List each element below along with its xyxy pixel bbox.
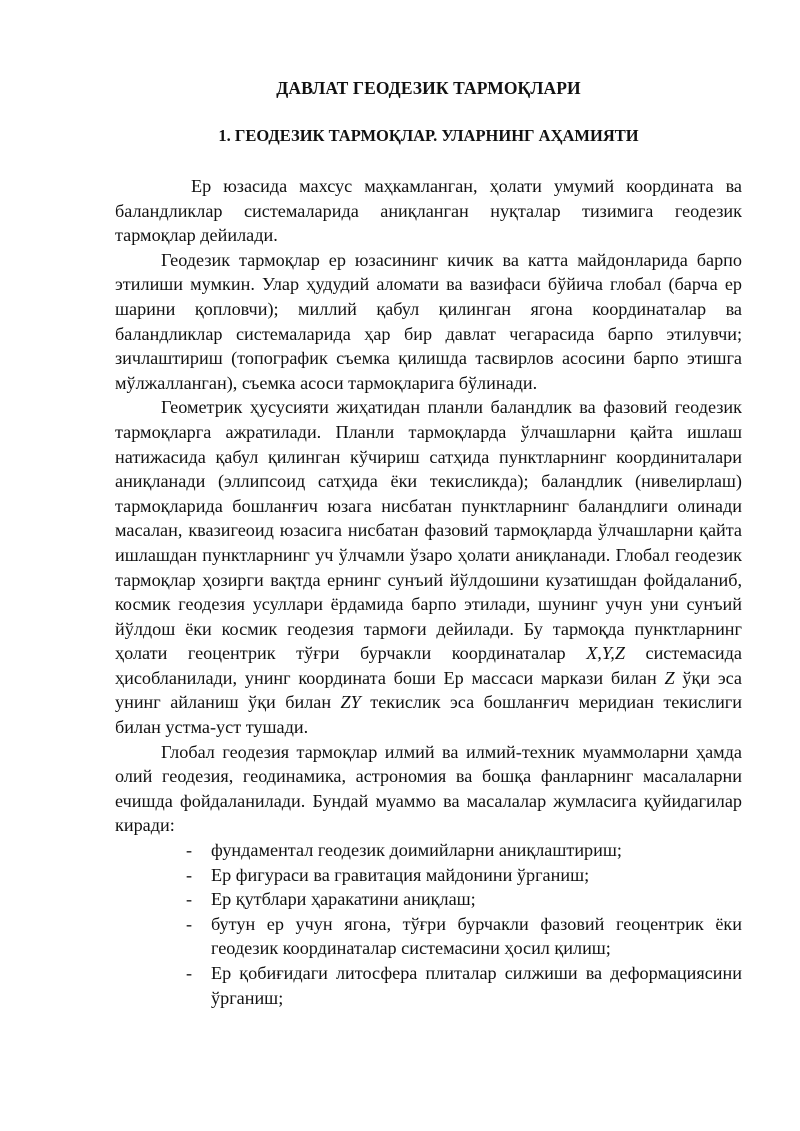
formula-zy: ZY	[340, 692, 361, 713]
paragraph-geometric-properties	[115, 395, 742, 739]
list-item-text: бутун ер учун ягона, тўғри бурчакли фазовий геоцентрик ёки геодезик координаталар системасини ҳосил қилиш;	[211, 913, 742, 959]
document-body	[115, 174, 742, 1010]
document-title: ДАВЛАТ ГЕОДЕЗИК ТАРМОҚЛАРИ	[276, 78, 581, 98]
bullet-marker: -	[186, 963, 193, 983]
paragraph-text: Геометрик ҳусусияти жиҳатидан планли баландлик ва фазовий геодезик тармоқларга ажратилади. Планли тармоқларда ўлчашларни қайта ишлаш натижасида қабул қилинган кўчириш сатҳида пунктларнинг координиталари аниқланади (эллипсоид сатҳида ёки текисликда); баландлик (нивелирлаш) тармоқларида бошланғич юзага нисбатан пунктларнинг баландлиги олинади масалан, квазигеоид юзасига нисбатан фазовий тармоқларда ўлчашларни қайта ишлашдан пунктларнинг уч ўлчамли ўзаро ҳолати аниқланади. Глобал геодезик тармоқлар ҳозирги вақтда ернинг сунъий йўлдошини кузатишдан фойдаланиб, космик геодезия усуллари ёрдамида барпо этилади, шунинг учун уни сунъий йўлдош ёки космик геодезия тармоғи дейилади. Бу тармоқда пунктларнинг ҳолати геоцентрик тўғри бурчакли координаталар	[115, 397, 742, 664]
paragraph-text: системасида ҳисобланилади, унинг координата боши Ер массаси маркази билан	[115, 643, 742, 688]
formula-z: Z	[664, 667, 675, 688]
task-list	[115, 838, 742, 1010]
paragraph-definition: Ер юзасида махсус маҳкамланган, ҳолати умумий координата ва баландликлар системаларида аниқланган нуқталар тизимига геодезик тармоқлар дейилади.	[115, 176, 742, 246]
list-item	[115, 887, 742, 912]
paragraph-text: ўқи эса унинг айланиш ўқи билан	[115, 667, 743, 713]
paragraph-network-types: Геодезик тармоқлар ер юзасининг кичик ва катта майдонларида барпо этилиши мумкин. Улар ҳудудий аломати ва вазифаси бўйича глобал (барча ер шарини қопловчи); миллий қабул қилинган ягона координаталар ва баландликлар системаларида ҳар бир давлат чегарасида барпо этилувчи; зичлаштириш (топографик съемка қилишда тасвирлов асосини барпо этишга мўлжалланган), съемка асоси тармоқларига бўлинади.	[115, 249, 742, 393]
list-item	[115, 838, 742, 863]
paragraph-global-use: Глобал геодезия тармоқлар илмий ва илмий-техник муаммоларни ҳамда олий геодезия, геодинамика, астрономия ва бошқа фанларнинг масалаларни ечишда фойдаланилади. Бундай муаммо ва масалалар жумласига қуйидагилар киради:	[115, 741, 742, 836]
list-item	[115, 863, 742, 888]
list-item	[115, 961, 742, 1010]
section-heading: 1. ГЕОДЕЗИК ТАРМОҚЛАР. УЛАРНИНГ АҲАМИЯТИ	[218, 126, 639, 145]
bullet-marker: -	[186, 840, 193, 861]
bullet-marker: -	[186, 913, 193, 934]
list-item-text: Ер қобиғидаги литосфера плиталар силжиши ва деформациясини ўрганиш;	[211, 963, 742, 1008]
list-item	[115, 912, 742, 961]
paragraph-text: текислик эса бошланғич меридиан текислиги билан устма-уст тушади.	[115, 692, 742, 738]
list-item-text: Ер қутблари ҳаракатини аниқлаш;	[211, 889, 476, 910]
bullet-marker: -	[186, 864, 193, 885]
list-item-text: фундаментал геодезик доимийларни аниқлаштириш;	[211, 840, 622, 861]
formula-xyz: X,Y,Z	[586, 643, 625, 664]
bullet-marker: -	[186, 889, 193, 910]
list-item-text: Ер фигураси ва гравитация майдонини ўрганиш;	[211, 864, 590, 885]
